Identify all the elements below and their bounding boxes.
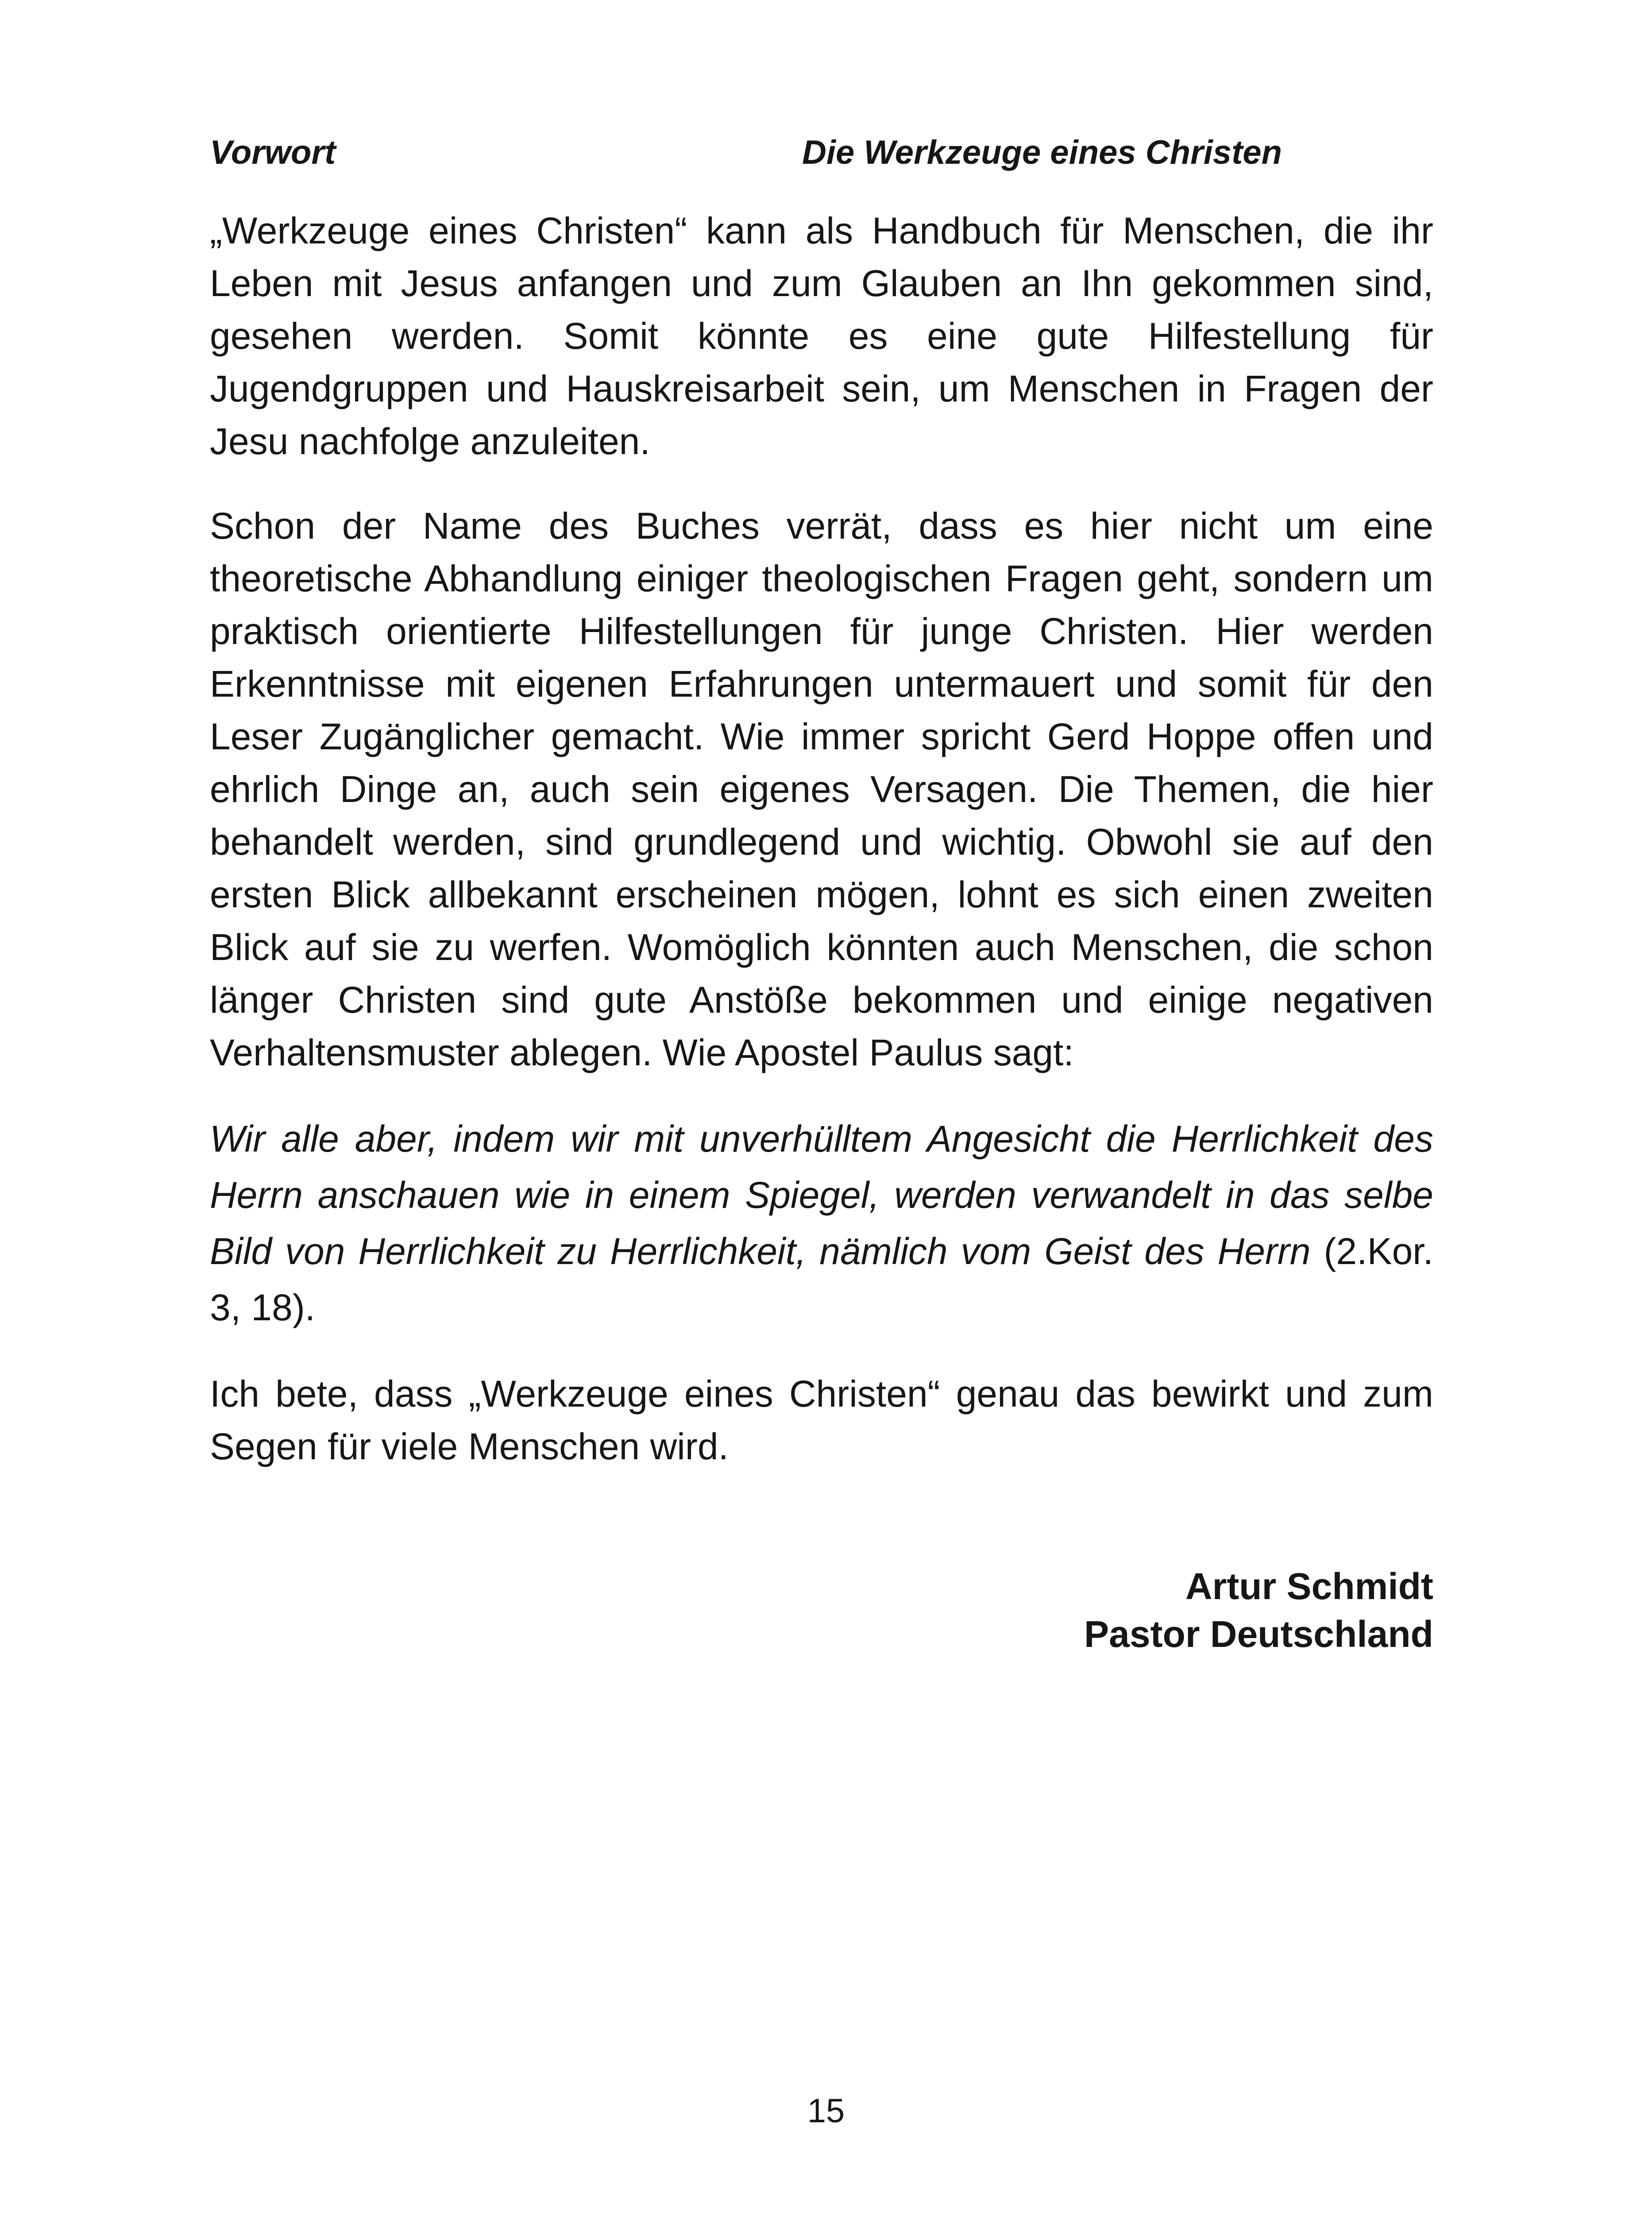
signature-name: Artur Schmidt (1185, 1565, 1433, 1607)
paragraph-main: Schon der Name des Buches verrät, dass es hier nicht um eine theoretische Abhandlung einiger theologischen Fragen geht, sondern um praktisch orientierte Hilfestellungen für junge Christen. Hier werden Erkenntnisse mit eigenen Erfahrungen untermauert und somit für den Leser Zugänglicher gemacht. Wie immer spricht Gerd Hoppe offen und ehrlich Dinge an, auch sein eigenes Versagen. Die Themen, die hier behandelt werden, sind grundlegend und wichtig. Obwohl sie auf den ersten Blick allbekannt erscheinen mögen, lohnt es sich einen zweiten Blick auf sie zu werfen. Womöglich könnten auch Menschen, die schon länger Christen sind gute Anstößе bekommen und einige negativen Verhaltensmuster ablegen. Wie Apostel Paulus sagt: (210, 505, 1433, 1073)
body-text (210, 204, 1433, 1505)
bible-quote-reference: (2.Kor. 3, 18). (210, 1230, 1433, 1328)
header-section-title: Vorwort (210, 134, 336, 171)
page-number: 15 (807, 2092, 845, 2130)
bible-quote-text: Wir alle aber, indem wir mit unverhülltem Angesicht die Herrlichkeit des Herrn anschauen wie in einem Spiegel, werden verwandelt in das selbe Bild von Herrlichkeit zu Herrlichkeit, nämlich vom Geist des Herrn (210, 1118, 1433, 1272)
paragraph-intro: „Werkzeuge eines Christen“ kann als Handbuch für Menschen, die ihr Leben mit Jesus anfangen und zum Glauben an Ihn gekommen sind, gesehen werden. Somit könnte es eine gute Hilfestellung für Jugendgruppen und Hauskreisarbeit sein, um Menschen in Fragen der Jesu nachfolge anzuleiten. (210, 210, 1433, 462)
signature-role: Pastor Deutschland (1084, 1613, 1433, 1655)
signature-block (210, 1562, 1433, 1658)
bible-quote (210, 1111, 1433, 1336)
running-header (210, 128, 1433, 177)
paragraph-closing: Ich bete, dass „Werkzeuge eines Christen“ genau das bewirkt und zum Segen für viele Menschen wird. (210, 1373, 1433, 1467)
header-book-title: Die Werkzeuge eines Christen (802, 134, 1282, 171)
